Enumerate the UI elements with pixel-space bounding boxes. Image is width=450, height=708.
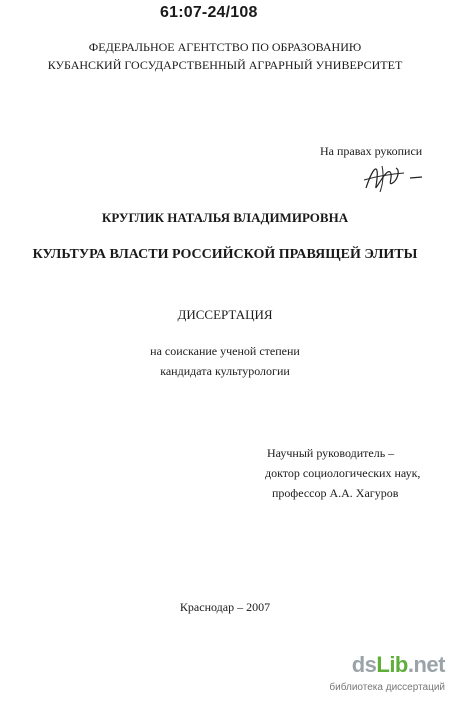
place-and-year: Краснодар – 2007 bbox=[179, 600, 271, 614]
handwritten-signature bbox=[360, 158, 430, 198]
dissertation-title: КУЛЬТУРА ВЛАСТИ РОССИЙСКОЙ ПРАВЯЩЕЙ ЭЛИТЫ bbox=[32, 247, 418, 262]
manuscript-rights-note: На правах рукописи bbox=[320, 144, 423, 158]
agency-name: ФЕДЕРАЛЬНОЕ АГЕНТСТВО ПО ОБРАЗОВАНИЮ bbox=[88, 40, 362, 54]
watermark-subtitle: библиотека диссертаций bbox=[329, 682, 445, 693]
supervisor-degree: доктор социологических наук, bbox=[265, 466, 421, 480]
supervisor-label: Научный руководитель – bbox=[267, 446, 395, 460]
university-name: КУБАНСКИЙ ГОСУДАРСТВЕННЫЙ АГРАРНЫЙ УНИВЕРСИТЕТ bbox=[47, 58, 403, 72]
dslib-watermark-logo bbox=[329, 652, 447, 704]
author-name: КРУГЛИК НАТАЛЬЯ ВЛАДИМИРОВНА bbox=[101, 210, 349, 225]
degree-line-1: на соискание ученой степени bbox=[150, 344, 300, 358]
supervisor-name: профессор А.А. Хагуров bbox=[272, 486, 399, 500]
document-type: ДИССЕРТАЦИЯ bbox=[177, 307, 273, 322]
degree-line-2: кандидата культурологии bbox=[160, 364, 290, 378]
catalog-number: 61:07-24/108 bbox=[160, 4, 258, 21]
watermark-brand: dsLib.net bbox=[351, 652, 445, 677]
